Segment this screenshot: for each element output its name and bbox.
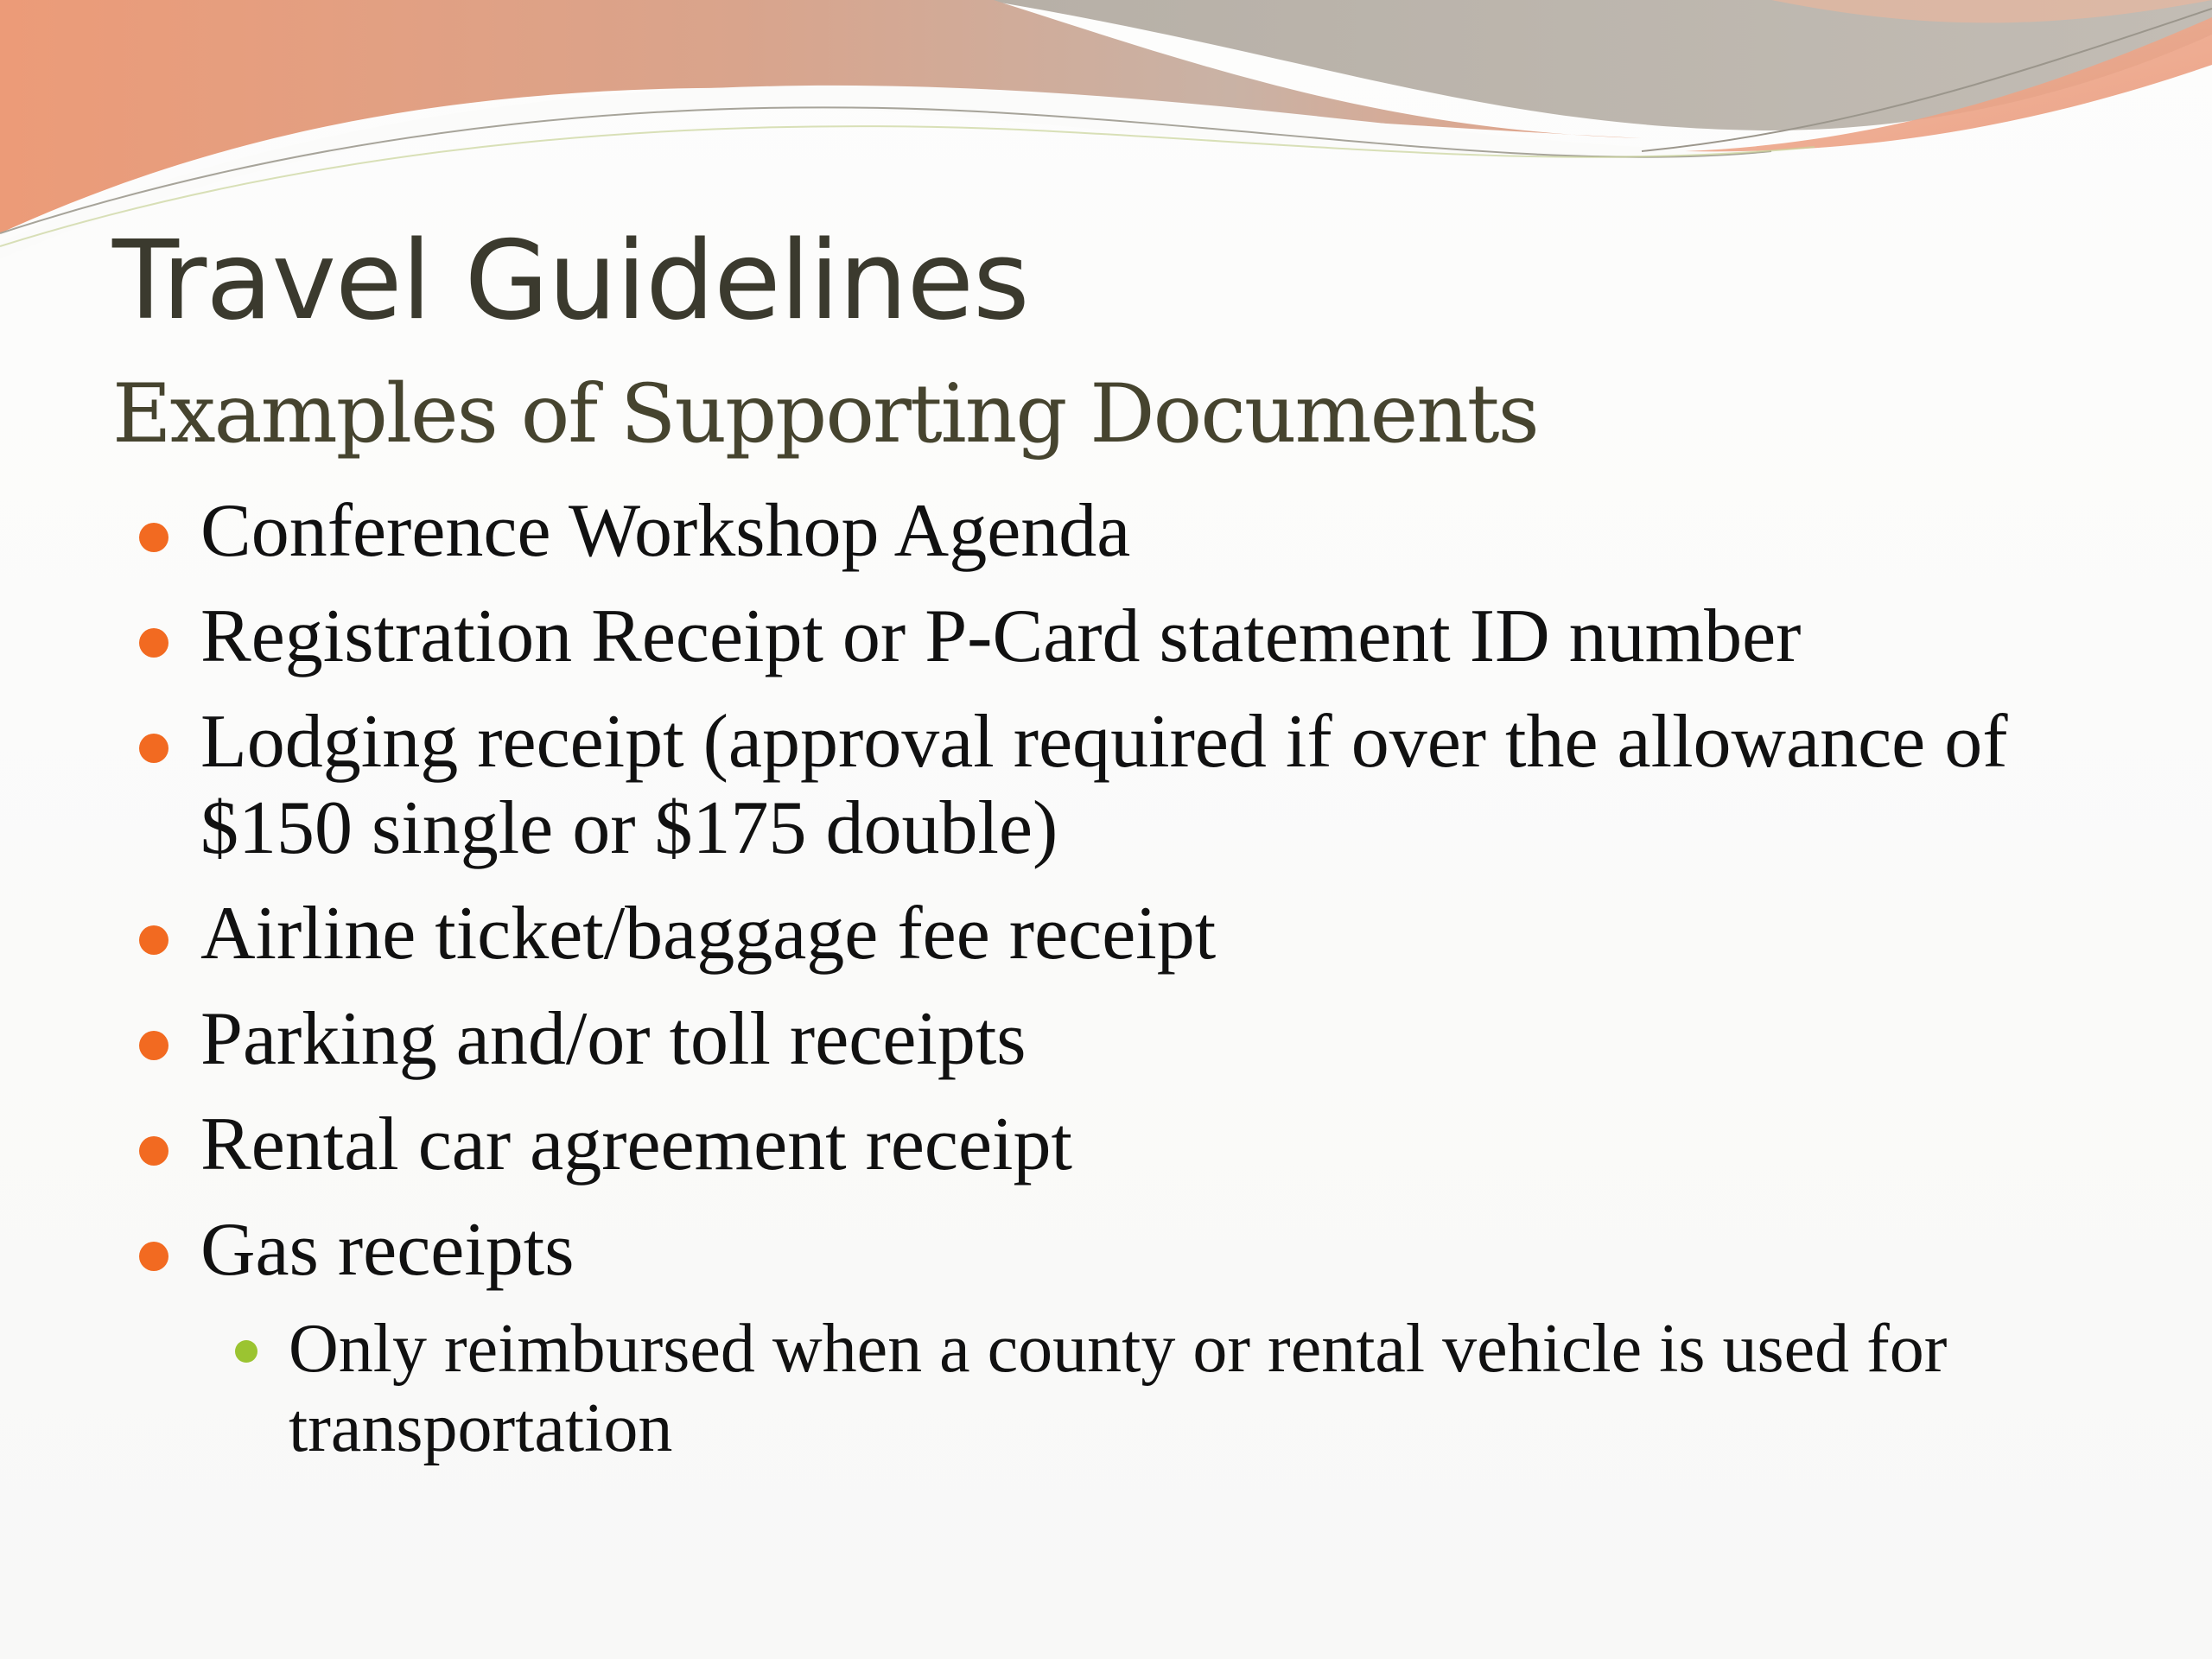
sub-bullet-item	[0, 1309, 2212, 1468]
slide-subtitle: Examples of Supporting Documents	[112, 367, 1538, 461]
bullet-text: Conference Workshop Agenda	[200, 489, 1131, 573]
sub-bullet-text: Only reimbursed when a county or rental vehicle is used for transportation	[289, 1311, 1948, 1466]
bullet-item	[0, 699, 2212, 872]
bullet-list	[0, 488, 2212, 1468]
bullet-dot-icon	[139, 1136, 168, 1166]
bullet-item	[0, 1207, 2212, 1294]
bullet-text: Registration Receipt or P-Card statement ID number	[200, 594, 1802, 678]
bullet-text: Lodging receipt (approval required if over the allowance of $150 single or $175 double)	[200, 700, 2008, 870]
bullet-text: Rental car agreement receipt	[200, 1103, 1072, 1186]
slide-title: Travel Guidelines	[112, 217, 1029, 344]
bullet-dot-icon	[139, 925, 168, 955]
bullet-text: Airline ticket/baggage fee receipt	[200, 892, 1217, 976]
bullet-item	[0, 594, 2212, 680]
bullet-dot-icon	[139, 1031, 168, 1060]
bullet-item	[0, 891, 2212, 977]
bullet-dot-icon	[139, 523, 168, 552]
bullet-item	[0, 1102, 2212, 1188]
bullet-text: Parking and/or toll receipts	[200, 997, 1027, 1081]
bullet-text: Gas receipts	[200, 1208, 575, 1292]
bullet-item	[0, 488, 2212, 575]
bullet-dot-icon	[139, 1242, 168, 1271]
bullet-item	[0, 996, 2212, 1083]
sub-bullet-dot-icon	[235, 1340, 257, 1363]
bullet-dot-icon	[139, 628, 168, 658]
bullet-dot-icon	[139, 734, 168, 763]
